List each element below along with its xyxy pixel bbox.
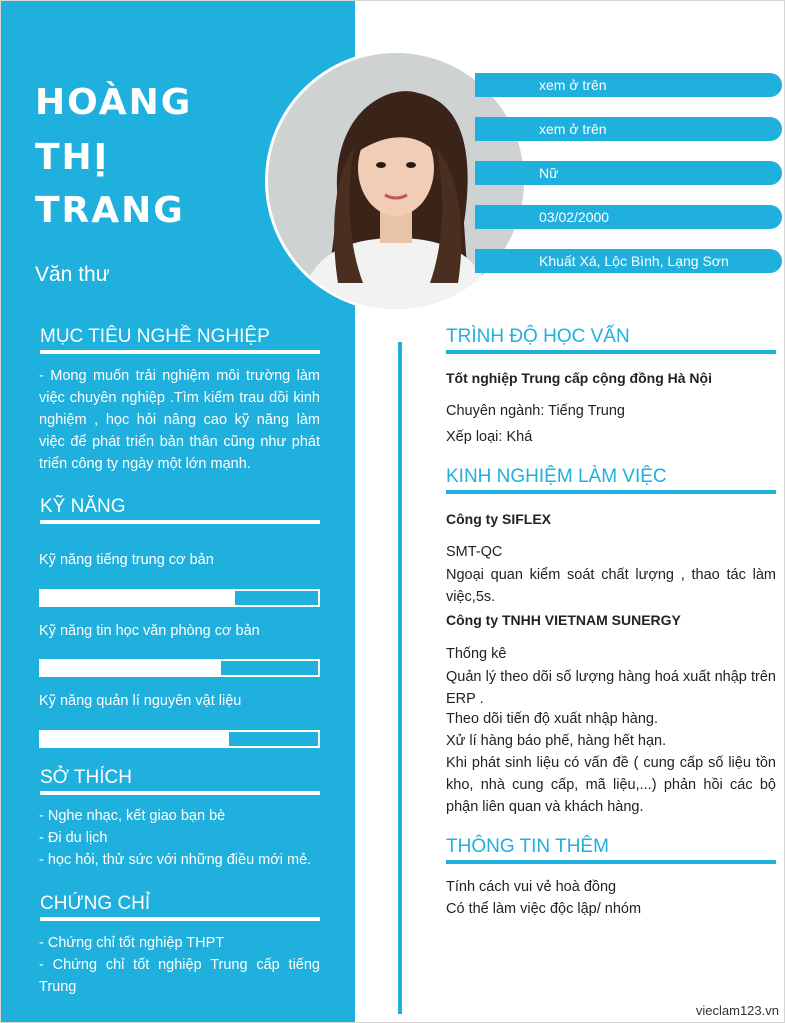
skill-bar-fill (41, 661, 221, 675)
skill-bar (39, 659, 320, 677)
company-name: Công ty TNHH VIETNAM SUNERGY (446, 612, 681, 628)
skill-bar (39, 730, 320, 748)
birthdate-field: 03/02/2000 (475, 205, 782, 229)
skills-heading: KỸ NĂNG (40, 496, 320, 524)
skill-bar-fill (41, 732, 229, 746)
job-duty: Theo dõi tiến độ xuất nhập hàng. (446, 711, 659, 727)
hobbies-heading: SỞ THÍCH (40, 767, 320, 795)
skill-label: Kỹ năng tin học văn phòng cơ bản (39, 623, 260, 639)
skill-bar (39, 589, 320, 607)
contact-item: xem ở trên (475, 73, 782, 97)
job-duty: Quản lý theo dõi số lượng hàng hoá xuất nhập trên ERP . (446, 669, 776, 707)
address-field: Khuất Xá, Lộc Bình, Lạng Sơn (475, 249, 782, 273)
objective-heading: MỤC TIÊU NGHỀ NGHIỆP (40, 326, 320, 354)
watermark: vieclam123.vn (695, 1003, 779, 1018)
skill-label: Kỹ năng tiếng trung cơ bản (39, 552, 214, 568)
certificate-item: - Chứng chỉ tốt nghiệp Trung cấp tiếng Trung (39, 957, 320, 995)
education-heading: TRÌNH ĐỘ HỌC VẤN (446, 326, 776, 354)
education-major: Chuyên ngành: Tiếng Trung (446, 403, 625, 419)
job-duty: Xử lí hàng báo phế, hàng hết hạn. (446, 733, 667, 749)
skill-bar-fill (41, 591, 235, 605)
additional-line: Tính cách vui vẻ hoà đồng (446, 879, 617, 895)
hobby-item: - Nghe nhạc, kết giao bạn bè (39, 808, 226, 824)
skill-label: Kỹ năng quản lí nguyên vật liệu (39, 693, 242, 709)
gender-field: Nữ (475, 161, 782, 185)
education-school: Tốt nghiệp Trung cấp cộng đồng Hà Nội (446, 370, 712, 386)
vertical-divider (398, 342, 402, 1014)
additional-line: Có thể làm việc độc lập/ nhóm (446, 901, 642, 917)
job-title: Văn thư (35, 263, 110, 286)
name-line-1: HOÀNG (35, 82, 193, 123)
name-line-2: THỊ (35, 137, 110, 178)
company-name: Công ty SIFLEX (446, 511, 551, 527)
job-position: Thống kê (446, 646, 507, 662)
certificate-item: - Chứng chỉ tốt nghiệp THPT (39, 935, 225, 951)
hobby-item: - Đi du lịch (39, 830, 108, 846)
job-duty: Ngoại quan kiểm soát chất lượng , thao tác làm việc,5s. (446, 567, 776, 605)
job-position: SMT-QC (446, 544, 503, 560)
objective-text: - Mong muốn trải nghiệm môi trường làm việc chuyên nghiệp .Tìm kiếm trau dồi kinh nghiệm , học hỏi nâng cao kỹ năng làm việc để phát triển bản thân cũng như phát triển công ty ngày một lớn mạnh. (39, 368, 320, 472)
name-line-3: TRANG (35, 190, 185, 231)
hobby-item: - học hỏi, thử sức với những điều mới mẻ. (39, 852, 312, 868)
education-grade: Xếp loại: Khá (446, 429, 533, 445)
experience-heading: KINH NGHIỆM LÀM VIỆC (446, 466, 776, 494)
contact-item: xem ở trên (475, 117, 782, 141)
certificates-heading: CHỨNG CHỈ (40, 893, 320, 921)
additional-heading: THÔNG TIN THÊM (446, 836, 776, 864)
job-duty: Khi phát sinh liệu có vấn đề ( cung cấp số liệu tồn kho, nhà cung cấp, mã liệu,...) phản hồi các bộ phận liên quan và khách hàng. (446, 755, 776, 815)
